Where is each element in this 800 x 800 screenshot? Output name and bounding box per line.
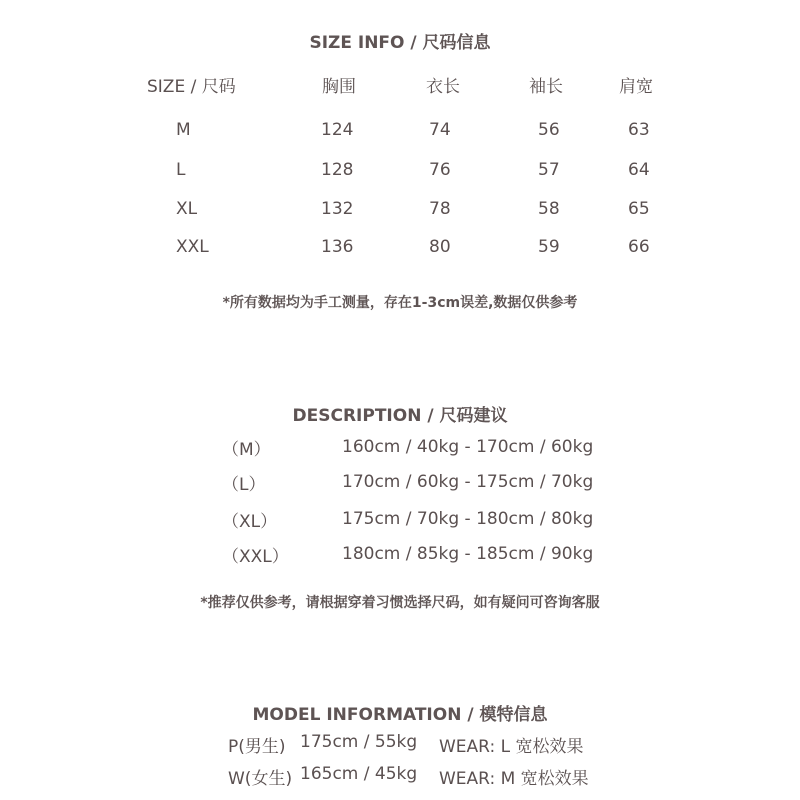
description-range: 160cm / 40kg - 170cm / 60kg xyxy=(342,437,594,457)
header-length: 衣长 xyxy=(426,77,460,97)
description-note: *推荐仅供参考，请根据穿着习惯选择尺码，如有疑问可咨询客服 xyxy=(200,595,600,611)
table-cell: 64 xyxy=(628,160,650,180)
description-size: （XL） xyxy=(222,512,278,532)
model-stats: 165cm / 45kg xyxy=(300,764,418,784)
table-cell: 124 xyxy=(321,120,354,140)
model-information-title: MODEL INFORMATION / 模特信息 xyxy=(252,705,548,725)
model-stats: 175cm / 55kg xyxy=(300,732,418,752)
description-size: （XXL） xyxy=(222,547,289,567)
model-gender: W(女生) xyxy=(228,769,293,789)
table-row-size: M xyxy=(176,120,191,140)
table-cell: 74 xyxy=(429,120,451,140)
table-cell: 136 xyxy=(321,237,354,257)
table-cell: 57 xyxy=(538,160,560,180)
table-row-size: XXL xyxy=(176,237,209,257)
description-size: （L） xyxy=(222,475,266,495)
header-shoulder: 肩宽 xyxy=(619,77,653,97)
table-row-size: L xyxy=(176,160,186,180)
description-range: 175cm / 70kg - 180cm / 80kg xyxy=(342,509,594,529)
table-cell: 59 xyxy=(538,237,560,257)
size-info-note: *所有数据均为手工测量，存在1-3cm误差,数据仅供参考 xyxy=(222,295,578,311)
table-cell: 132 xyxy=(321,199,354,219)
description-range: 170cm / 60kg - 175cm / 70kg xyxy=(342,472,594,492)
table-row-size: XL xyxy=(176,199,198,219)
table-cell: 66 xyxy=(628,237,650,257)
description-title: DESCRIPTION / 尺码建议 xyxy=(292,406,508,426)
header-size: SIZE / 尺码 xyxy=(147,77,236,97)
description-range: 180cm / 85kg - 185cm / 90kg xyxy=(342,544,594,564)
model-wear: WEAR: M 宽松效果 xyxy=(439,769,589,789)
description-size: （M） xyxy=(222,440,271,460)
table-cell: 63 xyxy=(628,120,650,140)
table-cell: 128 xyxy=(321,160,354,180)
table-cell: 76 xyxy=(429,160,451,180)
header-chest: 胸围 xyxy=(322,77,356,97)
header-sleeve: 袖长 xyxy=(529,77,563,97)
model-wear: WEAR: L 宽松效果 xyxy=(439,737,584,757)
table-cell: 58 xyxy=(538,199,560,219)
model-gender: P(男生) xyxy=(228,737,286,757)
table-cell: 56 xyxy=(538,120,560,140)
table-cell: 78 xyxy=(429,199,451,219)
table-cell: 65 xyxy=(628,199,650,219)
size-info-title: SIZE INFO / 尺码信息 xyxy=(309,33,491,53)
table-cell: 80 xyxy=(429,237,451,257)
